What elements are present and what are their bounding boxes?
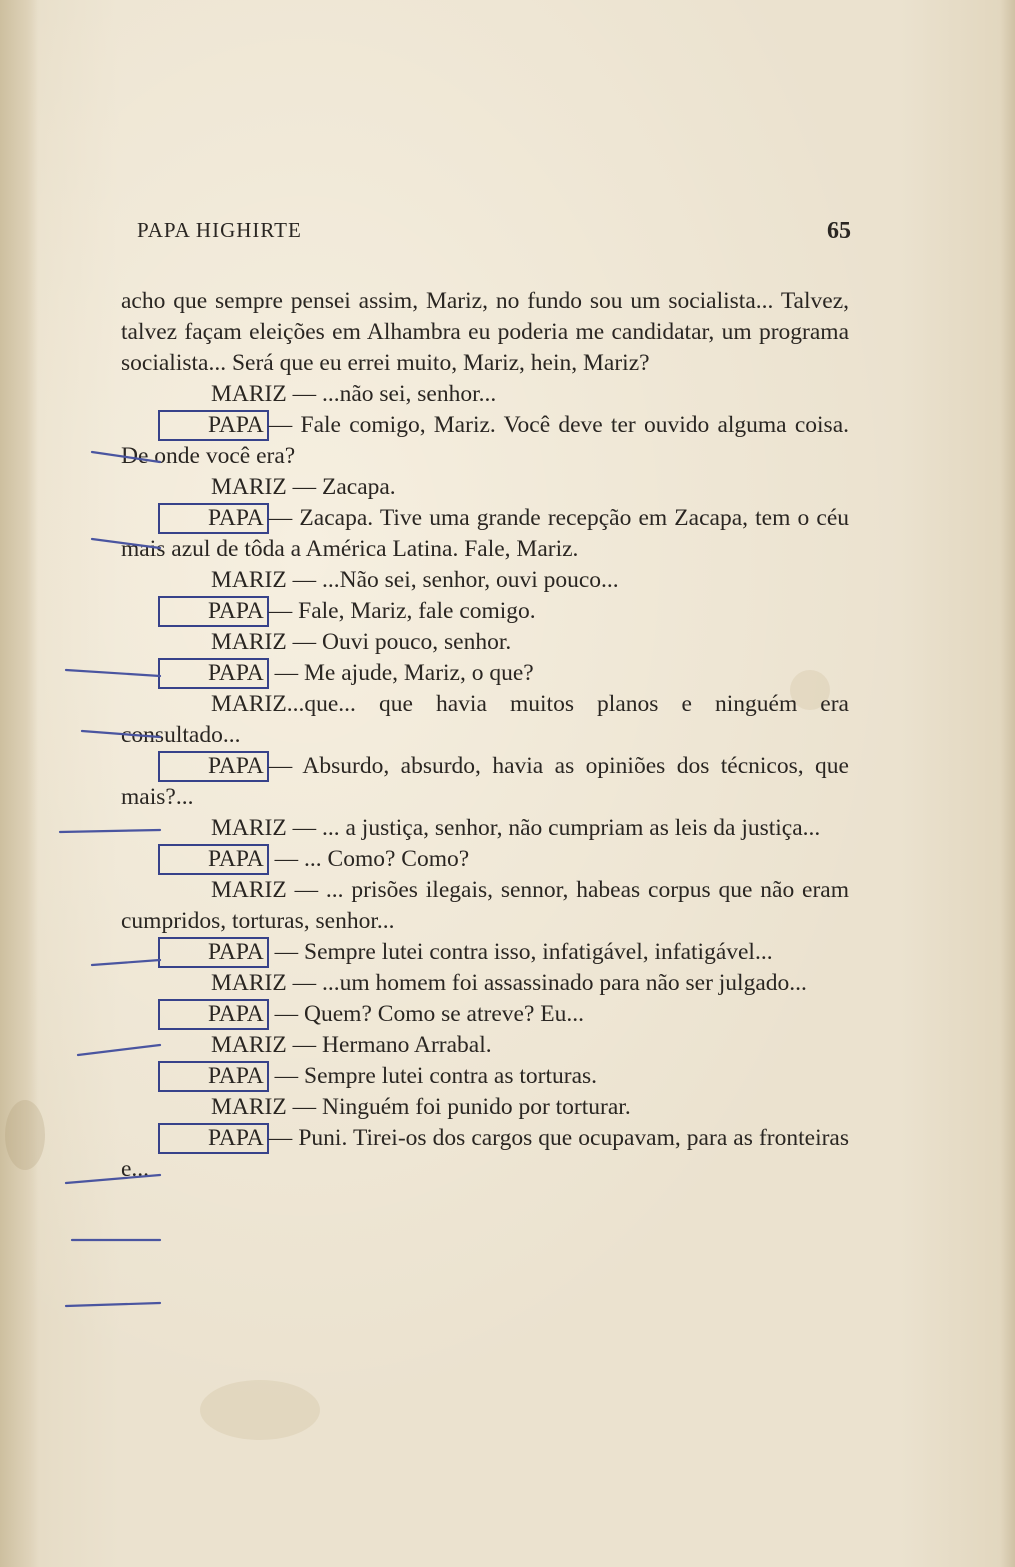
dialogue-line: [121, 503, 849, 565]
speaker-name-boxed: PAPA: [158, 937, 269, 968]
dialogue-line: [121, 937, 849, 968]
dialogue-line: [121, 813, 849, 844]
speaker-name: MARIZ: [211, 474, 287, 500]
speaker-separator: —: [286, 1032, 322, 1058]
dialogue-line: [121, 751, 849, 813]
line-text: Me ajude, Mariz, o que?: [304, 660, 534, 686]
paper-stain: [5, 1100, 45, 1170]
speaker-separator: —: [286, 381, 322, 407]
speaker-separator: —: [268, 598, 299, 624]
line-text: ...um homem foi assassinado para não ser julgado...: [321, 970, 807, 996]
continued-paragraph: [121, 286, 849, 379]
speaker-name-boxed: PAPA: [158, 1123, 269, 1154]
line-text: Puni. Tirei-os dos cargos que ocupavam, para as fronteiras e...: [121, 1125, 849, 1182]
speaker-separator: —: [268, 412, 301, 438]
page-spine-edge: [0, 0, 38, 1567]
speaker-separator: ...: [286, 691, 305, 717]
line-text: Ninguém foi punido por torturar.: [321, 1094, 631, 1120]
line-text: Absurdo, absurdo, havia as opiniões dos técnicos, que mais?...: [121, 753, 849, 810]
speaker-name-boxed: PAPA: [158, 844, 269, 875]
line-text: Quem? Como se atreve? Eu...: [304, 1001, 584, 1027]
dialogue-line: [121, 472, 849, 503]
play-text: [121, 286, 849, 1185]
dialogue-line: [121, 410, 849, 472]
dialogue-line: [121, 658, 849, 689]
dialogue-line: [121, 379, 849, 410]
speaker-name-boxed: PAPA: [158, 503, 269, 534]
dialogue-line: [121, 1092, 849, 1123]
line-text: Sempre lutei contra isso, infatigável, infatigável...: [304, 939, 773, 965]
speaker-name-boxed: PAPA: [158, 596, 269, 627]
speaker-name: MARIZ: [211, 567, 287, 593]
line-text: ... prisões ilegais, sennor, habeas corpus que não eram cumpridos, torturas, senhor...: [121, 877, 849, 934]
line-text: Zacapa.: [321, 474, 396, 500]
page-number: 65: [827, 218, 851, 244]
speaker-separator: —: [286, 567, 322, 593]
paper-stain: [200, 1380, 320, 1440]
dialogue-line: [121, 596, 849, 627]
line-text: ... Como? Como?: [304, 846, 470, 872]
speaker-name: MARIZ: [211, 691, 287, 717]
speaker-name-boxed: PAPA: [158, 751, 269, 782]
line-text: ...não sei, senhor...: [321, 381, 497, 407]
speaker-separator: —: [268, 1001, 305, 1027]
line-text: Fale, Mariz, fale comigo.: [298, 598, 536, 624]
speaker-name-boxed: PAPA: [158, 658, 269, 689]
dialogue-line: [121, 1123, 849, 1185]
line-text: ... a justiça, senhor, não cumpriam as leis da justiça...: [321, 815, 821, 841]
line-text: acho que sempre pensei assim, Mariz, no fundo sou um socialista... Talvez, talvez façam eleições em Alhambra eu poderia me candidatar, um programa socialista... Será que eu errei muito, Mariz, hein, Mariz?: [121, 288, 849, 376]
line-text: que... que havia muitos planos e ninguém era consultado...: [121, 691, 849, 748]
speaker-separator: —: [286, 629, 322, 655]
speaker-separator: —: [268, 753, 303, 779]
speaker-separator: —: [286, 474, 322, 500]
speaker-name: MARIZ: [211, 1094, 287, 1120]
speaker-separator: —: [286, 1094, 322, 1120]
dialogue-line: [121, 1061, 849, 1092]
speaker-name-boxed: PAPA: [158, 999, 269, 1030]
speaker-name: MARIZ: [211, 815, 287, 841]
dialogue-line: [121, 1030, 849, 1061]
speaker-separator: —: [286, 815, 322, 841]
speaker-separator: —: [268, 939, 305, 965]
speaker-name: MARIZ: [211, 877, 287, 903]
dialogue-line: [121, 689, 849, 751]
speaker-separator: —: [286, 877, 326, 903]
line-text: ...Não sei, senhor, ouvi pouco...: [321, 567, 619, 593]
dialogue-line: [121, 844, 849, 875]
speaker-separator: —: [268, 660, 305, 686]
speaker-name: MARIZ: [211, 1032, 287, 1058]
speaker-name: MARIZ: [211, 381, 287, 407]
line-text: Fale comigo, Mariz. Você deve ter ouvido alguma coisa. De onde você era?: [121, 412, 849, 469]
speaker-name: MARIZ: [211, 970, 287, 996]
speaker-name-boxed: PAPA: [158, 410, 269, 441]
dialogue-line: [121, 968, 849, 999]
line-text: Hermano Arrabal.: [321, 1032, 492, 1058]
speaker-separator: —: [268, 1125, 299, 1151]
page-header: [137, 218, 851, 250]
speaker-separator: —: [268, 1063, 305, 1089]
speaker-separator: —: [286, 970, 322, 996]
dialogue-line: [121, 999, 849, 1030]
speaker-separator: —: [268, 505, 300, 531]
dialogue-line: [121, 627, 849, 658]
line-text: Sempre lutei contra as torturas.: [304, 1063, 598, 1089]
dialogue-line: [121, 875, 849, 937]
running-title: PAPA HIGHIRTE: [137, 218, 302, 242]
speaker-name-boxed: PAPA: [158, 1061, 269, 1092]
line-text: Zacapa. Tive uma grande recepção em Zacapa, tem o céu mais azul de tôda a América Latina. Fale, Mariz.: [121, 505, 850, 562]
line-text: Ouvi pouco, senhor.: [321, 629, 512, 655]
dialogue-line: [121, 565, 849, 596]
speaker-name: MARIZ: [211, 629, 287, 655]
speaker-separator: —: [268, 846, 305, 872]
